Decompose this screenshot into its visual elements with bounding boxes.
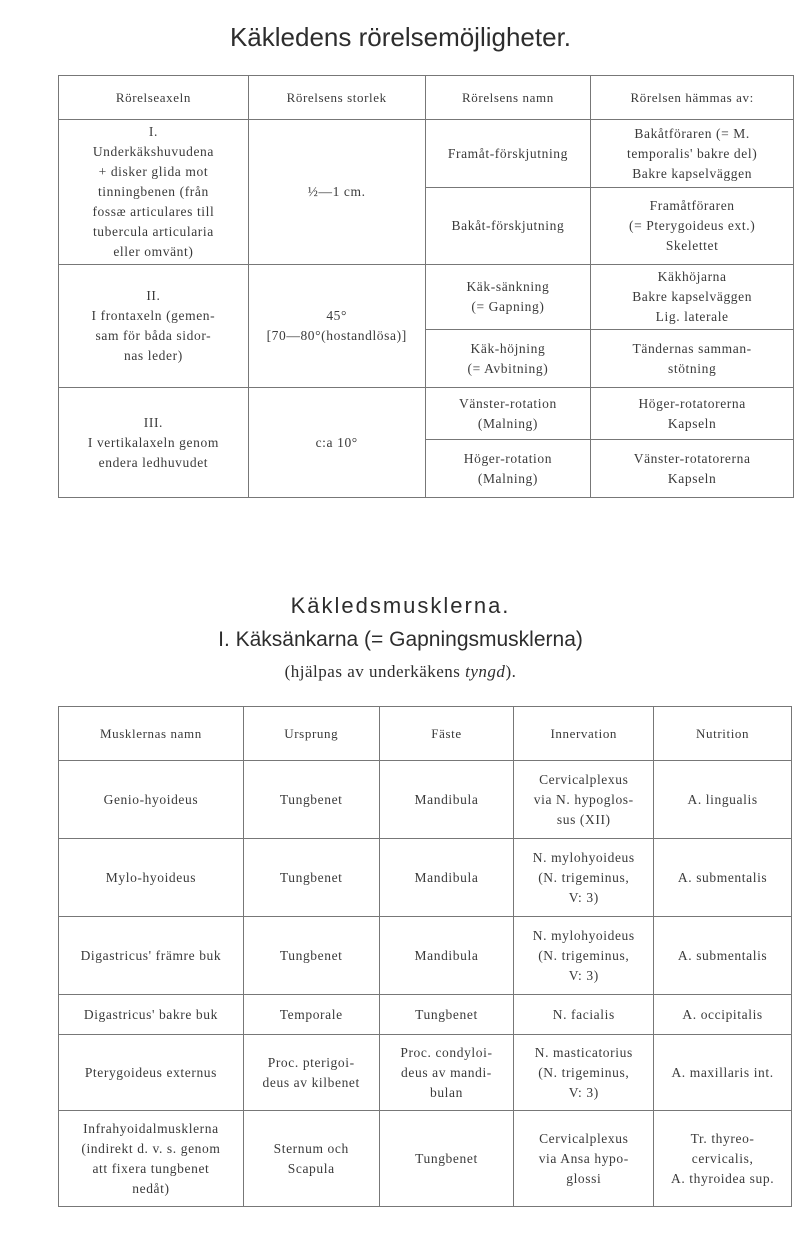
muscle-name-cell: [59, 1035, 244, 1111]
movement-name-cell: [425, 440, 591, 498]
text-line: bulan: [429, 1084, 463, 1100]
text-line: 45°: [326, 308, 348, 323]
text-line: Digastricus' bakre buk: [83, 1006, 218, 1022]
muscle-name-cell: [59, 995, 244, 1035]
movement-table: [58, 75, 794, 498]
text-line: Tungbenet: [279, 869, 343, 885]
header-insertion: Fäste: [379, 707, 514, 761]
text-line: V: 3): [568, 889, 599, 905]
text-line: Cervicalplexus: [539, 771, 629, 787]
text-line: A. submentalis: [677, 869, 768, 885]
text-line: [70—80°(hostandlösa)]: [266, 328, 407, 343]
movement-name-cell: [425, 265, 591, 330]
text-line: Tr. thyreo-: [690, 1130, 755, 1146]
text-line: N. mylohyoideus: [532, 927, 635, 943]
text-line: Höger-rotatorerna: [638, 395, 746, 411]
header-muscle-name: Musklernas namn: [59, 707, 244, 761]
subsection-title: I. Käksänkarna (= Gapningsmusklerna): [218, 628, 583, 651]
size-cell: [248, 265, 425, 388]
text-line: Tungbenet: [415, 1006, 478, 1022]
origin-cell: [243, 761, 379, 839]
text-line: I frontaxeln (gemen-: [91, 308, 216, 323]
text-line: (N. trigeminus,: [538, 1064, 630, 1080]
nutrition-cell: [654, 1035, 792, 1111]
text-line: (= Avbitning): [467, 360, 549, 376]
inhibit-cell: [591, 388, 794, 440]
innervation-cell: [514, 995, 654, 1035]
muscle-table-header: [59, 707, 792, 761]
text-line: + disker glida mot: [98, 164, 209, 179]
header-name: Rörelsens namn: [425, 76, 591, 120]
muscle-name-cell: [59, 917, 244, 995]
text-line: A. lingualis: [687, 791, 758, 807]
text-line: att fixera tungbenet: [92, 1160, 210, 1176]
origin-cell: [243, 1111, 379, 1207]
muscle-name-cell: [59, 1111, 244, 1207]
subsection-note: [0, 662, 801, 682]
insertion-cell: [379, 1111, 514, 1207]
size-cell: [248, 388, 425, 498]
text-line: eller omvänt): [113, 244, 194, 259]
text-line: III.: [143, 414, 164, 430]
text-line: Sternum och: [273, 1140, 349, 1156]
text-line: Tändernas samman-: [632, 340, 752, 356]
text-line: sam för båda sidor-: [95, 328, 212, 343]
origin-cell: [243, 917, 379, 995]
nutrition-cell: [654, 839, 792, 917]
text-line: ½—1 cm.: [307, 184, 366, 199]
text-line: V: 3): [568, 967, 599, 983]
text-line: Mandibula: [414, 947, 479, 963]
inhibit-cell: [591, 265, 794, 330]
text-line: Kapseln: [667, 415, 717, 431]
text-line: cervicalis,: [691, 1150, 754, 1166]
text-line: Tungbenet: [279, 947, 343, 963]
muscle-table: [58, 706, 792, 1207]
text-line: Mylo-hyoideus: [105, 869, 197, 885]
movement-row: [59, 120, 794, 188]
inhibit-cell: [591, 188, 794, 265]
movement-row: [59, 388, 794, 440]
inhibit-cell: [591, 330, 794, 388]
text-line: tinningbenen (från: [97, 184, 209, 199]
text-line: A. thyroidea sup.: [671, 1170, 775, 1186]
text-line: Käkhöjarna: [657, 269, 727, 284]
text-line: Framåtföraren: [649, 198, 735, 214]
text-line: Temporale: [279, 1006, 343, 1022]
text-line: Bakåtföraren (= M.: [634, 125, 750, 141]
innervation-cell: [514, 1111, 654, 1207]
text-line: Scapula: [287, 1160, 335, 1176]
text-line: Proc. pterigoi-: [267, 1054, 355, 1070]
muscle-row: [59, 1035, 792, 1111]
text-line: via Ansa hypo-: [538, 1150, 629, 1166]
inhibit-cell: [591, 440, 794, 498]
text-line: nas leder): [123, 348, 183, 363]
header-nutrition: Nutrition: [654, 707, 792, 761]
origin-cell: [243, 1035, 379, 1111]
text-line: Tungbenet: [415, 1150, 478, 1166]
text-line: (indirekt d. v. s. genom: [81, 1140, 221, 1156]
note-prefix: (hjälpas av underkäkens: [284, 662, 466, 681]
muscle-row: [59, 917, 792, 995]
muscle-name-cell: [59, 761, 244, 839]
header-innervation: Innervation: [514, 707, 654, 761]
text-line: deus av mandi-: [401, 1064, 492, 1080]
axis-cell: [59, 120, 249, 265]
text-line: Digastricus' främre buk: [80, 947, 222, 963]
innervation-cell: [514, 839, 654, 917]
header-inhibit: Rörelsen hämmas av:: [591, 76, 794, 120]
text-line: deus av kilbenet: [262, 1074, 360, 1090]
header-axis: Rörelseaxeln: [59, 76, 249, 120]
text-line: Infrahyoidalmusklerna: [83, 1120, 219, 1136]
innervation-cell: [514, 1035, 654, 1111]
text-line: Bakåt-förskjutning: [451, 218, 565, 234]
section-title: Käkledsmusklerna.: [290, 593, 511, 618]
muscle-row: [59, 995, 792, 1035]
text-line: N. mylohyoideus: [532, 849, 635, 865]
text-line: Kapseln: [667, 470, 717, 486]
text-line: (= Gapning): [471, 299, 545, 314]
insertion-cell: [379, 917, 514, 995]
text-line: (N. trigeminus,: [538, 947, 630, 963]
text-line: Käk-sänkning: [466, 279, 550, 294]
text-line: Proc. condyloi-: [400, 1044, 493, 1060]
text-line: Tungbenet: [279, 791, 343, 807]
movement-row: [59, 265, 794, 330]
text-line: Höger-rotation: [463, 450, 553, 466]
text-line: Cervicalplexus: [539, 1130, 629, 1146]
text-line: A. submentalis: [677, 947, 768, 963]
text-line: A. maxillaris int.: [671, 1064, 774, 1080]
text-line: A. occipitalis: [682, 1006, 763, 1022]
text-line: (N. trigeminus,: [538, 869, 630, 885]
text-line: (= Pterygoideus ext.): [628, 218, 756, 234]
muscle-name-cell: [59, 839, 244, 917]
text-line: II.: [146, 288, 161, 303]
nutrition-cell: [654, 1111, 792, 1207]
text-line: Underkäkshuvudena: [92, 144, 214, 159]
innervation-cell: [514, 761, 654, 839]
text-line: I vertikalaxeln genom: [87, 434, 219, 450]
text-line: V: 3): [568, 1084, 599, 1100]
text-line: Pterygoideus externus: [84, 1064, 218, 1080]
inhibit-cell: [591, 120, 794, 188]
axis-cell: [59, 388, 249, 498]
text-line: Vänster-rotatorerna: [633, 450, 751, 466]
text-line: Lig. laterale: [655, 309, 729, 324]
muscle-row: [59, 839, 792, 917]
text-line: Käk-höjning: [470, 340, 546, 356]
muscle-row: [59, 1111, 792, 1207]
text-line: (Malning): [477, 415, 538, 431]
movement-name-cell: [425, 330, 591, 388]
text-line: Bakre kapselväggen: [632, 165, 753, 181]
innervation-cell: [514, 917, 654, 995]
movement-table-header: [59, 76, 794, 120]
insertion-cell: [379, 761, 514, 839]
movement-name-cell: [425, 388, 591, 440]
note-suffix: ).: [505, 662, 517, 681]
nutrition-cell: [654, 761, 792, 839]
text-line: glossi: [566, 1170, 602, 1186]
text-line: N. facialis: [552, 1006, 615, 1022]
nutrition-cell: [654, 917, 792, 995]
size-cell: [248, 120, 425, 265]
insertion-cell: [379, 1035, 514, 1111]
text-line: tubercula articularia: [92, 224, 214, 239]
insertion-cell: [379, 995, 514, 1035]
origin-cell: [243, 839, 379, 917]
text-line: (Malning): [477, 470, 538, 486]
movement-name-cell: [425, 188, 591, 265]
text-line: fossæ articulares till: [92, 204, 215, 219]
text-line: nedåt): [132, 1180, 170, 1196]
text-line: Mandibula: [414, 791, 479, 807]
insertion-cell: [379, 839, 514, 917]
axis-cell: [59, 265, 249, 388]
text-line: endera ledhuvudet: [98, 454, 209, 470]
text-line: Framåt-förskjutning: [447, 145, 568, 161]
text-line: I.: [148, 124, 158, 139]
text-line: Skelettet: [665, 238, 719, 254]
note-italic: tyngd: [465, 662, 506, 681]
text-line: N. masticatorius: [534, 1044, 633, 1060]
text-line: temporalis' bakre del): [626, 145, 758, 161]
header-origin: Ursprung: [243, 707, 379, 761]
text-line: stötning: [667, 360, 717, 376]
movement-name-cell: [425, 120, 591, 188]
text-line: Bakre kapselväggen: [632, 289, 753, 304]
text-line: Genio-hyoideus: [103, 791, 199, 807]
origin-cell: [243, 995, 379, 1035]
page-title: Käkledens rörelsemöjligheter.: [229, 22, 572, 52]
text-line: via N. hypoglos-: [533, 791, 634, 807]
header-size: Rörelsens storlek: [248, 76, 425, 120]
muscle-row: [59, 761, 792, 839]
nutrition-cell: [654, 995, 792, 1035]
text-line: Mandibula: [414, 869, 479, 885]
text-line: Vänster-rotation: [459, 395, 557, 411]
text-line: c:a 10°: [315, 434, 358, 450]
text-line: sus (XII): [556, 811, 611, 827]
